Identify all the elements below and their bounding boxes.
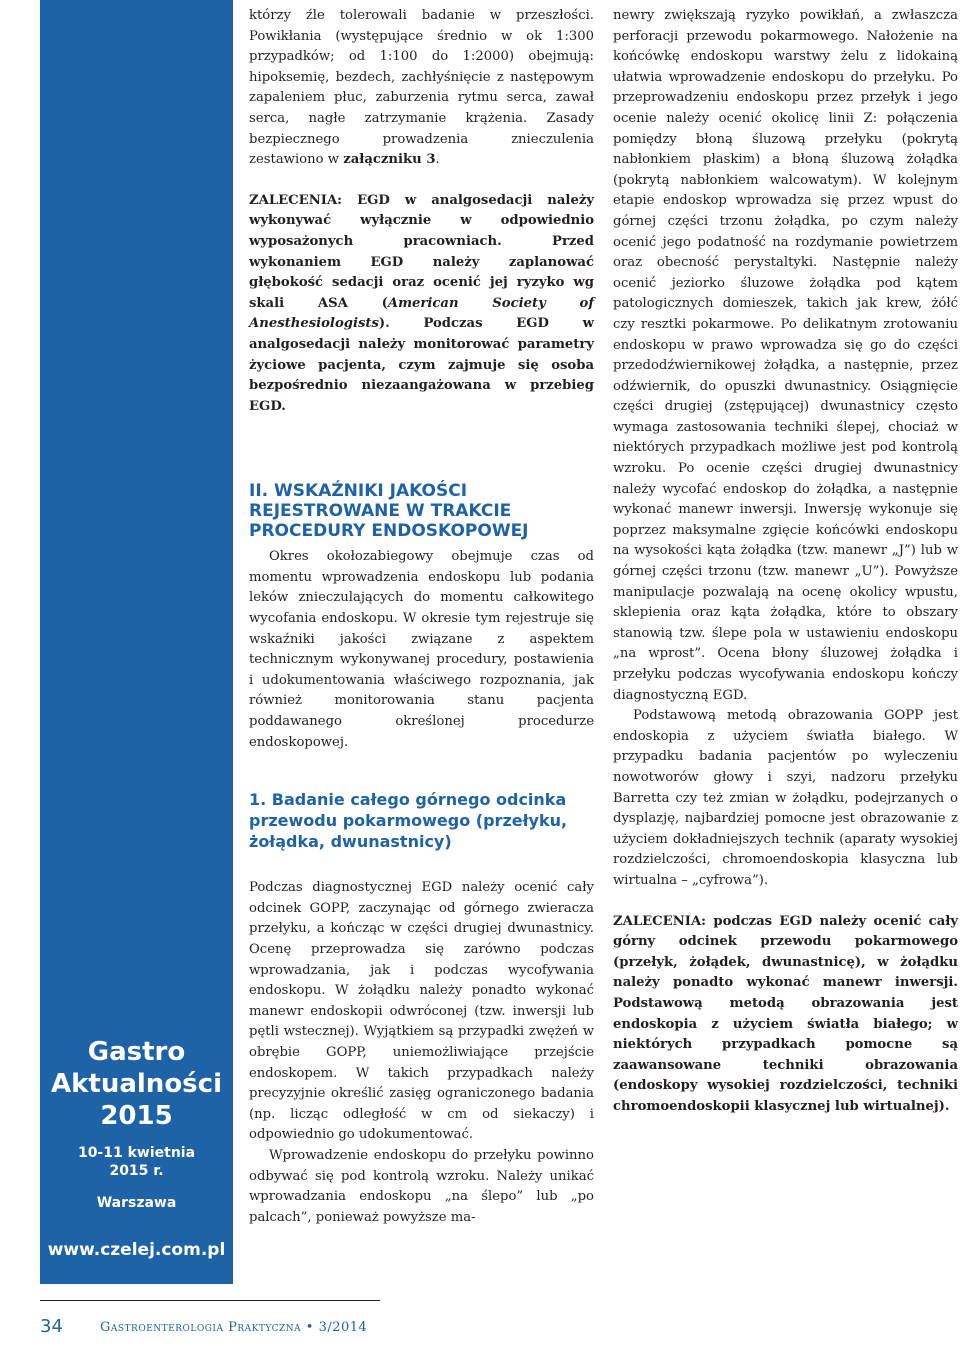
paragraph-text: . [435,152,440,168]
conference-title [40,1036,233,1132]
recommendation-box: ZALECENIA: podczas EGD należy ocenić cały górny odcinek przewodu pokarmowego (przełyk, żołądek, dwunastnicę), w żołądku należy ponadto wykonać manewr inwersji. Podstawową metodą obrazowania jest endoskopia z użyciem światła białego; w niektórych przypadkach pomocne są zaawansowane techniki obrazowania (endoskopy wysokiej rozdzielczości, techniki chromoendoskopii klasycznej lub wirtualnej). [613,913,958,1114]
appendix-reference: załączniku 3 [343,152,436,168]
paragraph-text: którzy źle tolerowali badanie w przeszłości. Powikłania (występujące średnio w ok 1:300 przypadków; od 1:100 do 1:2000) obejmują: hipoksemię, bezdech, zachłyśnięcie z następowym zapaleniem płuc, zaburzenia rytmu serca, zawał serca, nagłe zatrzymanie krążenia. Zasady bezpiecznego prowadzenia znieczulenia zestawiono w [249,8,594,168]
paragraph: Podstawową metodą obrazowania GOPP jest endoskopia z użyciem światła białego. W przypadku badania pacjentów po wyleczeniu nowotworów głowy i szyi, nadzoru przełyku Barretta czy też zmian w żołądku, podejrzanych o dysplazję, najbardziej pomocne jest obrazowanie z użyciem dokładniejszych technik (aparaty wysokiej rozdzielczości, chromoendoskopia klasyczna lub wirtualna – „cyfrowa”). [613,708,958,888]
conference-sidebar [40,0,233,1284]
conference-date [40,1144,233,1180]
conference-title-line2: Aktualności [51,1069,222,1099]
recommendation-text: ZALECENIA: EGD w analgosedacji należy wykonywać wyłącznie w odpowiednio wyposażonych pracowniach. Przed wykonaniem EGD należy zaplanować głębokość sedacji oraz ocenić jej ryzyko wg skali ASA ( [249,192,594,311]
paragraph: newry zwiększają ryzyko powikłań, a zwłaszcza perforacji przewodu pokarmowego. Nałożenie na końcówkę endoskopu warstwy żelu z lidokainą ułatwia wprowadzenie endoskopu do przełyku. Po przeprowadzeniu endoskopu przez przełyk i jego ocenie należy ocenić okolicę linii Z: połączenia pomiędzy błoną śluzową przełyku (pokrytą nabłonkiem płaskim) a błoną śluzową żołądka (pokrytą nabłonkiem walcowatym). W kolejnym etapie endoskop wprowadza się przez wpust do górnej części trzonu żołądka, po czym należy ocenić jego podatność na rozdymanie powietrzem oraz obecność perystaltyki. Następnie należy ocenić jeziorko śluzowe żołądka pod kątem patologicznych domieszek, takich jak krew, żółć czy resztki pokarmowe. Po delikatnym zrotowaniu endoskopu w prawo wprowadza się go do części przedodźwiernikowej żołądka, a następnie, przez odźwiernik, do opuszki dwunastnicy. Osiągnięcie części drugiej (zstępującej) dwunastnicy często wymaga zastosowania techniki ślepej, chociaż w niektórych przypadkach możliwe jest pod kontrolą wzroku. Po ocenie części drugiej dwunastnicy należy wycofać endoskop do żołądka, a następnie wykonać manewr inwersji. Inwersję wykonuje się poprzez maksymalne zgięcie końcówki endoskopu na wysokości kąta żołądka (tzw. manewr „J”) lub w górnej części trzonu (tzw. manewr „U”). Powyższe manipulacje pozwalają na ocenę okolicy wpustu, sklepienia oraz kąta żołądka, które to obszary stanowią tzw. ślepe pola w ustawieniu endoskopu „na wprost”. Ocena błony śluzowej żołądka i przełyku podczas wycofywania endoskopu kończy diagnostyczną EGD. [613,8,958,703]
text-column-left [249,6,594,1228]
conference-date-line2: 2015 r. [109,1163,164,1179]
journal-name: Gastroenterologia Praktyczna • 3/2014 [100,1320,368,1335]
text-column-right [613,6,958,1117]
section-heading: II. WSKAŹNIKI JAKOŚCI REJESTROWANE W TRAKCIE PROCEDURY ENDOSKOPOWEJ [249,481,529,542]
conference-date-line1: 10-11 kwietnia [77,1145,196,1161]
publisher-link[interactable]: www.czelej.com.pl [47,1240,226,1260]
footer-divider [40,1300,380,1301]
recommendation-text: ). Podczas EGD w analgosedacji należy monitorować parametry życiowe pacjenta, czym zajmuje się osoba bezpośrednio niezaangażowana w przebieg EGD. [249,316,594,414]
conference-year: 2015 [100,1101,173,1131]
paragraph: Podczas diagnostycznej EGD należy ocenić cały odcinek GOPP, zaczynając od górnego zwieracza przełyku, a kończąc w części drugiej dwunastnicy. Ocenę przeprowadza się zarówno podczas wprowadzania, jak i podczas wycofywania endoskopu. W żołądku należy ponadto wykonać manewr endoskopii odwróconej (tzw. inwersji lub pętli wstecznej). Wyjątkiem są przypadki zwężeń w obrębie GOPP, uniemożliwiające przejście endoskopem. W takich przypadkach należy precyzyjnie określić zasięg ograniczonego badania (np. licząc odległość w cm od siekaczy) i odpowiednio go udokumentować. [249,880,594,1143]
paragraph [249,6,594,171]
conference-city: Warszawa [96,1195,177,1211]
recommendation-box [249,191,594,418]
subsection-heading: 1. Badanie całego górnego odcinka przewodu pokarmowego (przełyku, żołądka, dwunastnicy) [249,790,568,852]
paragraph: Wprowadzenie endoskopu do przełyku powinno odbywać się pod kontrolą wzroku. Należy unikać wprowadzania endoskopu „na ślepo” lub „po palcach”, ponieważ powyższe ma- [249,1147,594,1225]
paragraph: Okres okołozabiegowy obejmuje czas od momentu wprowadzenia endoskopu lub podania leków znieczulających do momentu całkowitego wycofania endoskopu. W okresie tym rejestruje się wskaźniki jakości związane z aspektem technicznym wykonywanej procedury, postawienia i udokumentowania właściwego rozpoznania, jak również monitorowania stanu pacjenta poddawanego określonej procedurze endoskopowej. [249,549,594,750]
page-number: 34 [40,1316,63,1337]
conference-title-line1: Gastro [87,1037,186,1067]
recommendation-italic: American Society of Anesthesiologists [249,295,594,332]
